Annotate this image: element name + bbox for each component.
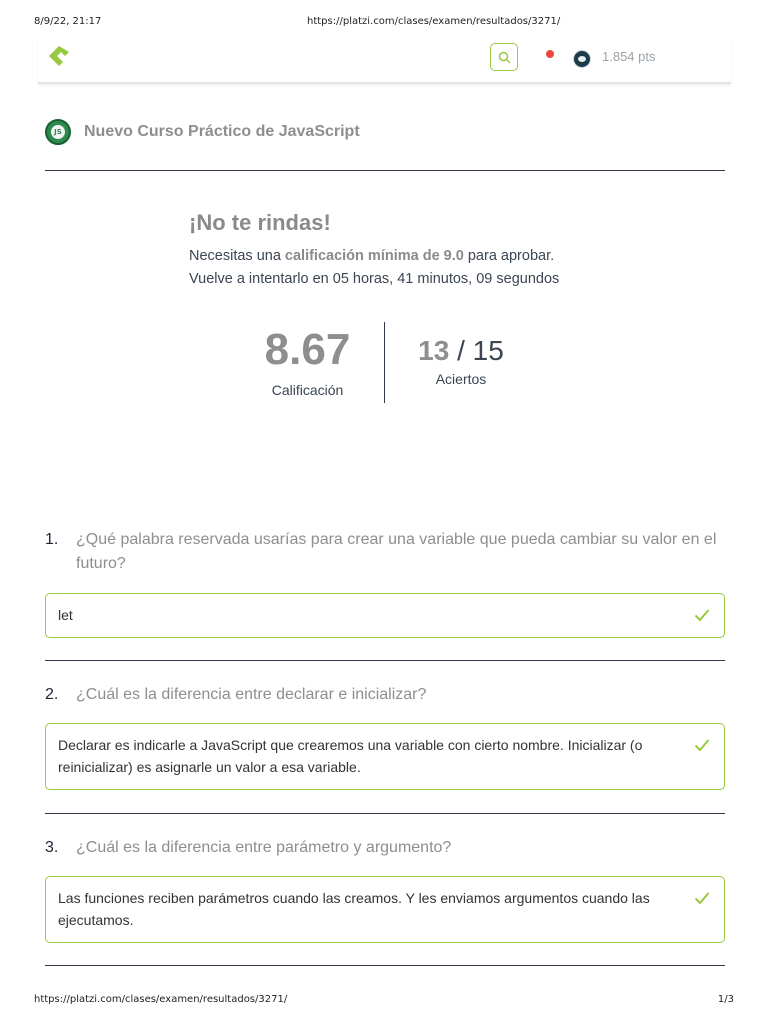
course-title[interactable]: Nuevo Curso Práctico de JavaScript: [84, 123, 360, 140]
print-timestamp: 8/9/22, 21:17: [34, 16, 102, 27]
question-number: 2.: [45, 686, 59, 703]
check-icon: [694, 891, 710, 905]
course-badge-label: JS: [51, 125, 65, 139]
divider: [45, 660, 725, 661]
result-title: ¡No te rindas!: [189, 210, 331, 235]
requirement-prefix: Necesitas una: [189, 248, 285, 264]
divider: [45, 965, 725, 966]
question-text: ¿Cuál es la diferencia entre parámetro y argumento?: [76, 839, 452, 856]
score-value: 8.67: [264, 325, 351, 374]
platzi-logo-icon[interactable]: [46, 44, 72, 70]
score-divider: [384, 322, 385, 403]
divider: [45, 170, 725, 171]
avatar[interactable]: [573, 50, 591, 68]
check-icon: [694, 738, 710, 752]
answer-box: [45, 593, 725, 638]
search-icon: [498, 51, 511, 64]
correct-value: 13: [418, 335, 450, 366]
score-label: Calificación: [271, 382, 344, 398]
divider: [45, 813, 725, 814]
correct-label: Aciertos: [435, 371, 487, 387]
requirement-text: [189, 248, 554, 264]
answer-text: Las funciones reciben parámetros cuando las creamos. Y les enviamos argumentos cuando las ejecutamos.: [58, 890, 650, 928]
search-button[interactable]: [490, 43, 518, 71]
print-page-number: 1/3: [717, 994, 734, 1005]
requirement-suffix: para aprobar.: [463, 248, 555, 264]
answer-box: [45, 723, 725, 790]
question-text: ¿Cuál es la diferencia entre declarar e inicializar?: [76, 686, 427, 703]
print-header: [34, 16, 734, 30]
user-points: 1.854 pts: [602, 49, 656, 64]
course-badge-icon: [45, 119, 71, 145]
answer-text: Declarar es indicarle a JavaScript que crearemos una variable con cierto nombre. Inicializar (o reinicializar) es asignarle un valor a esa variable.: [58, 737, 643, 775]
notification-dot[interactable]: [546, 50, 554, 58]
requirement-highlight: calificación mínima de 9.0: [284, 248, 464, 264]
print-url: https://platzi.com/clases/examen/resultados/3271/: [307, 16, 561, 27]
answer-text: let: [58, 607, 73, 623]
retry-countdown: Vuelve a intentarlo en 05 horas, 41 minutos, 09 segundos: [189, 271, 560, 287]
print-footer: [34, 994, 734, 1008]
answer-box: [45, 876, 725, 943]
total-value: 15: [472, 335, 504, 366]
question-number: 1.: [45, 531, 59, 548]
question-number: 3.: [45, 839, 59, 856]
correct-count: [401, 335, 521, 367]
question-text: ¿Qué palabra reservada usarías para crear una variable que pueda cambiar su valor en el futuro?: [76, 531, 717, 572]
correct-separator: /: [457, 335, 465, 366]
check-icon: [694, 608, 710, 622]
top-navbar: [38, 36, 731, 84]
print-footer-url: https://platzi.com/clases/examen/resultados/3271/: [34, 994, 288, 1005]
